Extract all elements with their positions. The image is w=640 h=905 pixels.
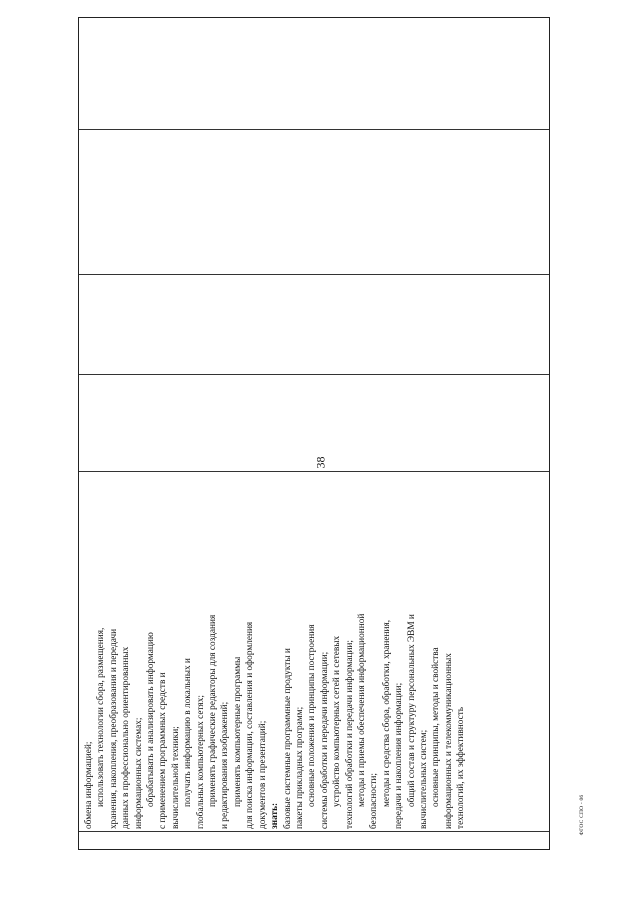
- text-line: вычислительных систем;: [418, 729, 429, 829]
- text-line: общий состав и структуру персональных ЭВМ и: [406, 614, 417, 807]
- row-divider-1: [79, 129, 549, 130]
- text-line: применять компьютерные программы: [232, 656, 243, 807]
- text-line: данных в профессионально ориентированных: [121, 646, 132, 829]
- text-line: информационных системах;: [133, 717, 144, 829]
- text-line: документов и презентаций;: [257, 720, 268, 829]
- text-line: получать информацию в локальных и: [183, 658, 194, 807]
- text-line: основные принципы, методы и свойства: [431, 647, 442, 807]
- footer-code: ФГОС СПО - 06: [579, 794, 585, 836]
- row-divider-2: [79, 274, 549, 275]
- text-line: системы обработки и передачи информации;: [319, 651, 330, 829]
- text-line: технологий, их эффективность: [456, 706, 467, 829]
- text-line: знать:: [270, 802, 281, 829]
- text-line: информационных и телекоммуникационных: [443, 653, 454, 829]
- text-line: передачи и накопления информации;: [394, 682, 405, 829]
- text-line: обрабатывать и анализировать информацию: [146, 632, 157, 807]
- text-line: хранения, накопления, преобразования и передачи: [108, 628, 119, 829]
- text-line: использовать технологии сбора, размещения,: [96, 627, 107, 807]
- text-line: и редактирования изображений;: [220, 701, 231, 829]
- text-line: методы и средства сбора, обработки, хранения,: [381, 619, 392, 807]
- row-divider-4: [79, 471, 549, 472]
- text-line: безопасности;: [369, 773, 380, 829]
- text-line: базовые системные программные продукты и: [282, 648, 293, 829]
- competency-text-cell: [80, 478, 545, 833]
- text-line: методы и приемы обеспечения информационной: [356, 613, 367, 807]
- text-line: с применением программных средств и: [158, 672, 169, 829]
- row-divider-3: [79, 374, 549, 375]
- text-line: применять графические редакторы для создания: [208, 614, 219, 807]
- text-line: вычислительной техники;: [170, 726, 181, 829]
- text-line: глобальных компьютерных сетях;: [195, 695, 206, 829]
- text-line: обмена информацией;: [84, 741, 94, 829]
- text-line: для поиска информации, составления и оформления: [245, 621, 256, 829]
- text-line: устройство компьютерных сетей и сетевых: [332, 635, 343, 807]
- text-line: пакеты прикладных программ;: [294, 706, 305, 829]
- text-line: технологий обработки и передачи информации;: [344, 640, 355, 829]
- text-line: основные положения и принципы построения: [307, 624, 318, 807]
- page-number: 38: [313, 456, 328, 469]
